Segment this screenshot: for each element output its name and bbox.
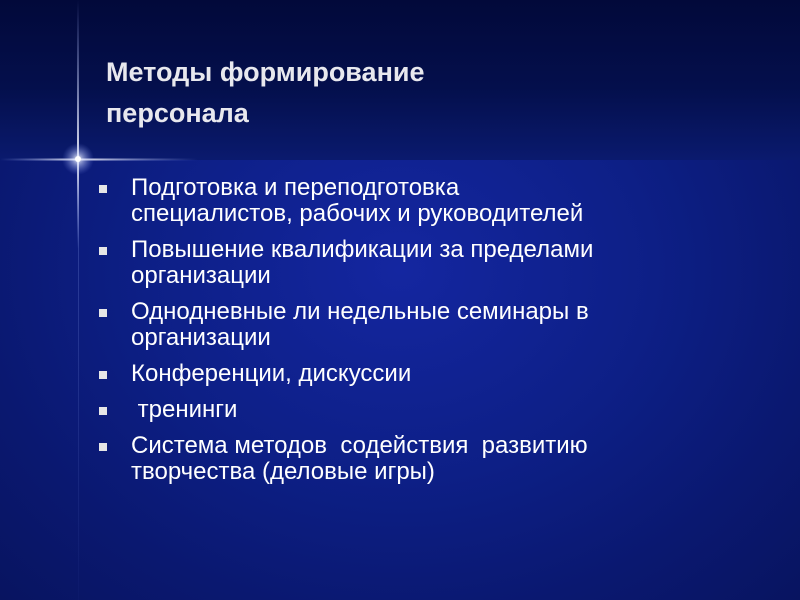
bullet-text-line-1: Конференции, дискуссии	[131, 360, 412, 387]
square-bullet-icon	[99, 407, 107, 415]
square-bullet-icon	[99, 443, 107, 451]
bullet-item	[94, 237, 764, 289]
square-bullet-icon	[99, 309, 107, 317]
square-bullet-icon	[99, 371, 107, 379]
slide-title-line-1: Методы формирование	[106, 57, 425, 87]
bullet-text-line-1: Система методов содействия развитию	[131, 432, 588, 459]
bullet-text-line-2: специалистов, рабочих и руководителей	[131, 200, 584, 227]
bullet-text-line-1: Повышение квалификации за пределами	[131, 236, 594, 263]
bullet-item	[94, 397, 764, 423]
bullet-text-line-2: организации	[131, 262, 271, 289]
bullet-item	[94, 175, 764, 227]
square-bullet-icon	[99, 185, 107, 193]
bullet-text-line-1: Подготовка и переподготовка	[131, 174, 460, 201]
bullet-item	[94, 433, 764, 485]
slide-title	[106, 52, 726, 134]
slide-title-line-2: персонала	[106, 98, 249, 128]
bullet-text-line-1: тренинги	[131, 396, 238, 423]
square-bullet-icon	[99, 247, 107, 255]
bullet-list	[94, 175, 764, 495]
decorative-vertical-line	[78, 160, 79, 600]
bullet-text-line-2: организации	[131, 324, 271, 351]
bullet-item	[94, 361, 764, 387]
bullet-text-line-2: творчества (деловые игры)	[131, 458, 435, 485]
bullet-item	[94, 299, 764, 351]
bullet-text-line-1: Однодневные ли недельные семинары в	[131, 298, 589, 325]
